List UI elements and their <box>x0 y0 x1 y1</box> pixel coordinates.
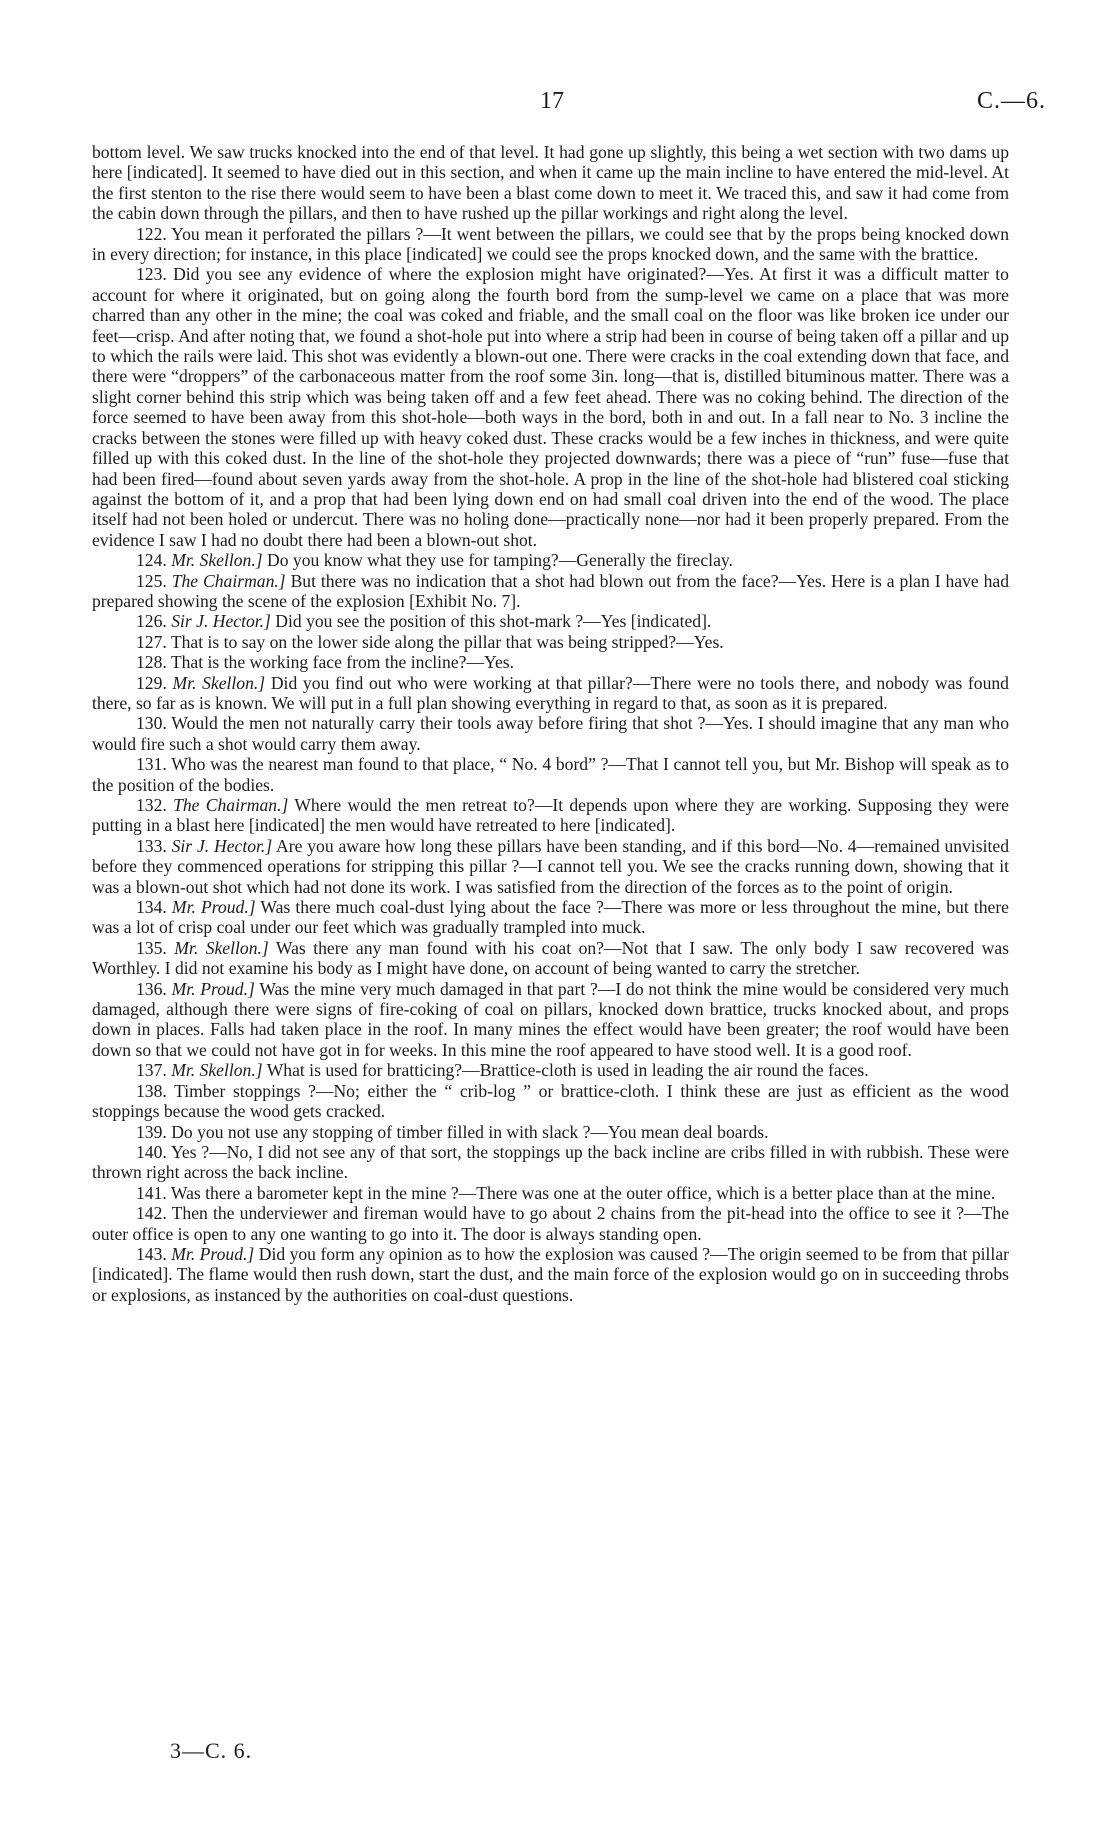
question-130: 130. Would the men not naturally carry their tools away before firing that shot ?—Yes. I should imagine that any man who would fire such a shot would carry them away. <box>92 713 1009 754</box>
question-138: 138. Timber stoppings ?—No; either the “ crib-log ” or brattice-cloth. I think these are just as efficient as the wood stoppings because the wood gets cracked. <box>92 1080 1009 1122</box>
question-127: 127. That is to say on the lower side along the pillar that was being stripped?—Yes. <box>136 631 724 652</box>
question-136: 136. Mr. Proud.] Was the mine very much damaged in that part ?—I do not think the mine would be considered very much damaged, although there were signs of fire-coking of coal on pillars, knocked down brattice, trucks knocked about, and props down in places. Falls had taken place in the roof. In many mines the effect would have been greater; the roof would have been down so that we could not have got in for weeks. In this mine the roof appeared to have stood well. It is a good roof. <box>92 978 1009 1060</box>
question-139: 139. Do you not use any stopping of timber filled in with slack ?—You mean deal boards. <box>136 1121 769 1142</box>
question-135: 135. Mr. Skellon.] Was there any man found with his coat on?—Not that I saw. The only body I saw recovered was Worthley. I did not examine his body as I might have done, on account of being wanted to carry the stretcher. <box>92 937 1009 979</box>
question-123: 123. Did you see any evidence of where the explosion might have originated?—Yes. At first it was a difficult matter to account for where it originated, but on going along the fourth bord from the sump-level we came on a place that was more charred than any other in the mine; the coal was coked and friable, and the small coal on the floor was like broken ice under our feet—crisp. And after noting that, we found a shot-hole put into where a strip had been in course of being taken off a pillar and up to which the rails were laid. This shot was evidently a blown-out one. There were cracks in the coal extending down that face, and there were “droppers” of the carbonaceous matter from the roof some 3in. long—that is, distilled bituminous matter. There was a slight corner behind this strip which was being taken off and a few feet ahead. There was no coking behind. The direction of the force seemed to have been away from this shot-hole—both ways in the bord, both in and out. In a fall near to No. 3 incline the cracks between the stones were filled up with heavy coked dust. These cracks would be a few inches in thickness, and were quite filled up with this coked dust. In the line of the shot-hole they projected downwards; there was a piece of “run” fuse—fuse that had been fired—found about seven yards away from the shot-hole. A prop in the line of the shot-hole had blistered coal sticking against the bottom of it, and a prop that had been lying down end on had small coal driven into the end of the wood. The place itself had not been holed or undercut. There was no holing done—practically none—nor had it been properly prepared. From the evidence I saw I had no doubt there had been a blown-out shot. <box>92 264 1009 550</box>
question-137: 137. Mr. Skellon.] What is used for bratticing?—Brattice-cloth is used in leading the air round the faces. <box>136 1060 869 1081</box>
question-141: 141. Was there a barometer kept in the mine ?—There was one at the outer office, which is a better place than at the mine. <box>136 1182 996 1203</box>
body-text <box>92 142 1009 1305</box>
question-125: 125. The Chairman.] But there was no indication that a shot had blown out from the face?—Yes. Here is a plan I have had prepared showing the scene of the explosion [Exhibit No. 7]. <box>92 570 1009 611</box>
question-133: 133. Sir J. Hector.] Are you aware how long these pillars have been standing, and if this bord—No. 4—remained unvisited before they commenced operations for stripping this pillar ?—I cannot tell you. We see the cracks running down, showing that it was a blown-out shot which had not done its work. I was satisfied from the direction of the forces as to the point of origin. <box>92 835 1009 897</box>
question-142: 142. Then the underviewer and fireman would have to go about 2 chains from the pit-head into the office to see it ?—The outer office is open to any one wanting to go into it. The door is always standing open. <box>92 1203 1009 1244</box>
question-140: 140. Yes ?—No, I did not see any of that sort, the stoppings up the back incline are cribs filled in with rubbish. These were thrown right across the back incline. <box>92 1141 1010 1183</box>
question-131: 131. Who was the nearest man found to that place, “ No. 4 bord” ?—That I cannot tell you, but Mr. Bishop will speak as to the position of the bodies. <box>92 754 1009 795</box>
question-132: 132. The Chairman.] Where would the men retreat to?—It depends upon where they are working. Supposing they were putting in a blast here [indicated] the men would have retreated to here [indicated]. <box>92 795 1009 836</box>
question-143: 143. Mr. Proud.] Did you form any opinion as to how the explosion was caused ?—The origin seemed to be from that pillar [indicated]. The flame would then rush down, start the dust, and the main force of the explosion would go on in succeeding throbs or explosions, as instanced by the authorities on coal-dust questions. <box>92 1243 1009 1305</box>
question-129: 129. Mr. Skellon.] Did you find out who were working at that pillar?—There were no tools there, and nobody was found there, so far as is known. We will put in a full plan showing everything in regard to that, as soon as it is prepared. <box>92 672 1009 713</box>
question-128: 128. That is the working face from the incline?—Yes. <box>136 652 515 673</box>
signature-mark: 3—C. 6. <box>170 1738 253 1763</box>
paragraph-continuation: bottom level. We saw trucks knocked into the end of that level. It had gone up slightly, this being a wet section with two dams up here [indicated]. It seemed to have died out in this section, and when it came up the main incline to have entered the mid-level. At the first stenton to the rise there would seem to have been a blast come down to meet it. We traced this, and saw it had come from the cabin down through the pillars, and then to have rushed up the pillar workings and right along the level. <box>92 142 1009 224</box>
page-number: 17 <box>540 88 564 114</box>
document-code: C.—6. <box>977 88 1047 114</box>
question-134: 134. Mr. Proud.] Was there much coal-dust lying about the face ?—There was more or less throughout the mine, but there was a lot of crisp coal under our feet which was gradually trampled into muck. <box>92 897 1009 938</box>
question-122: 122. You mean it perforated the pillars ?—It went between the pillars, we could see that by the props being knocked down in every direction; for instance, in this place [indicated] we could see the props knocked down, and the same with the brattice. <box>92 223 1009 265</box>
question-124: 124. Mr. Skellon.] Do you know what they use for tamping?—Generally the fireclay. <box>136 550 733 571</box>
question-126: 126. Sir J. Hector.] Did you see the position of this shot-mark ?—Yes [indicated]. <box>136 611 712 632</box>
